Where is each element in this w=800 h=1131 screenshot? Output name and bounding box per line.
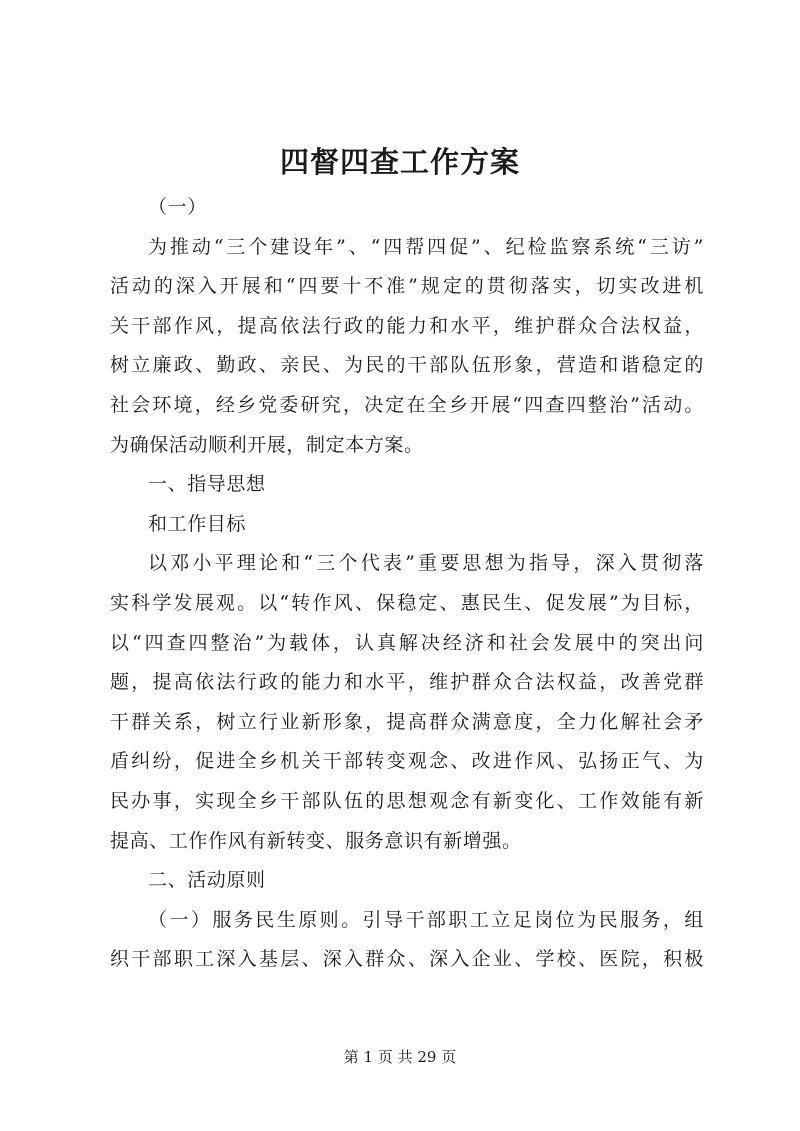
paragraph-line: 为推动“三个建设年”、“四帮四促”、纪检监察系统“三访” <box>148 235 704 258</box>
paragraph-line: 树立廉政、勤政、亲民、为民的干部队伍形象，营造和谐稳定的 <box>110 354 704 377</box>
paragraph-line: 以“四查四整治”为载体，认真解决经济和社会发展中的突出问 <box>110 631 704 654</box>
page-footer: 第 1 页 共 29 页 <box>343 1048 457 1066</box>
paragraph-line: 盾纠纷，促进全乡机关干部转变观念、改进作风、弘扬正气、为 <box>110 750 704 773</box>
paragraph-line: 关干部作风，提高依法行政的能力和水平，维护群众合法权益， <box>110 314 704 337</box>
paragraph-line: 为确保活动顺利开展，制定本方案。 <box>110 433 424 456</box>
document-title: 四督四查工作方案 <box>279 145 520 179</box>
section-heading: 和工作目标 <box>148 512 247 535</box>
paragraph-line: 提高、工作作风有新转变、服务意识有新增强。 <box>110 829 522 852</box>
section-heading: 二、活动原则 <box>148 869 266 892</box>
section-marker: （一） <box>148 196 207 218</box>
section-heading: 一、指导思想 <box>148 473 266 496</box>
paragraph-line: 活动的深入开展和“四要十不准”规定的贯彻落实，切实改进机 <box>110 275 704 298</box>
paragraph-line: （一）服务民生原则。引导干部职工立足岗位为民服务，组 <box>148 908 704 931</box>
paragraph-line: 实科学发展观。以“转作风、保稳定、惠民生、促发展”为目标， <box>110 591 704 614</box>
paragraph-line: 以邓小平理论和“三个代表”重要思想为指导，深入贯彻落 <box>148 552 704 575</box>
paragraph-line: 题，提高依法行政的能力和水平，维护群众合法权益，改善党群 <box>110 671 704 694</box>
paragraph-line: 社会环境，经乡党委研究，决定在全乡开展“四查四整治”活动。 <box>110 393 704 416</box>
paragraph-line: 织干部职工深入基层、深入群众、深入企业、学校、医院，积极 <box>110 948 704 971</box>
document-body <box>110 188 704 980</box>
paragraph-line: 干群关系，树立行业新形象，提高群众满意度，全力化解社会矛 <box>110 710 704 733</box>
paragraph-line: 民办事，实现全乡干部队伍的思想观念有新变化、工作效能有新 <box>110 789 704 812</box>
